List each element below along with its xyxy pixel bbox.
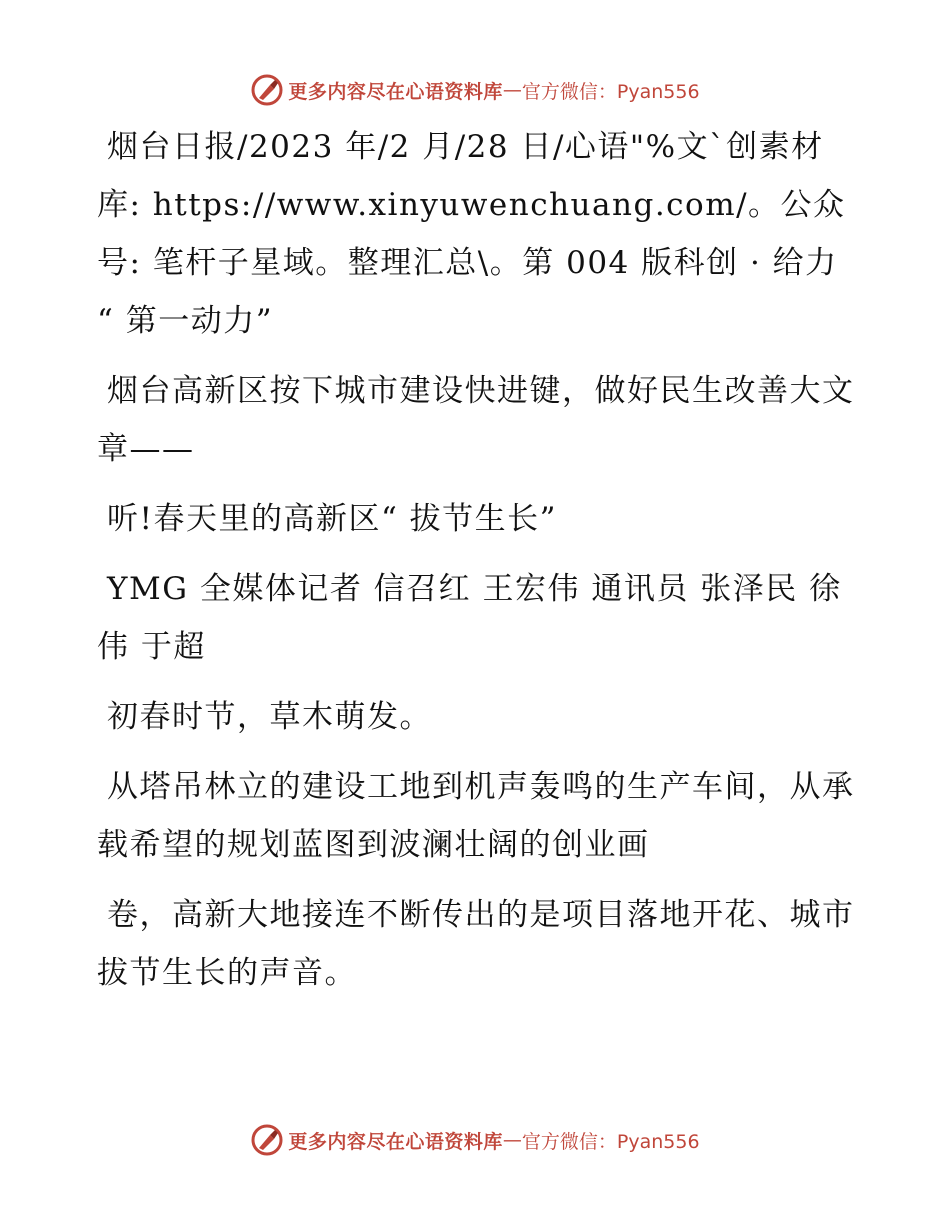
banner-separator: — — [502, 79, 522, 101]
paragraph-body: 初春时节，草木萌发。 — [107, 699, 432, 735]
paragraph-source-line: 烟台日报/2023 年/2 月/28 日/心语"%文`创素材库: https://www.xinyuwenchuang.com/。公众号: 笔杆子星域。整理汇总\。第 004 版科创 · 给力 “ 第一动力” — [97, 129, 846, 339]
banner-contact: 官方微信：Pyan556 — [521, 80, 700, 103]
paragraph-headline: 听!春天里的高新区“ 拔节生长” — [107, 501, 558, 537]
document-body — [97, 118, 857, 1014]
footer-banner — [0, 1120, 950, 1160]
pen-nib-logo-icon — [250, 1123, 284, 1157]
header-banner — [0, 70, 950, 110]
paragraph-headline-intro: 烟台高新区按下城市建设快进键，做好民生改善大文章—— — [97, 373, 855, 467]
banner-separator: — — [502, 1129, 522, 1151]
banner-title: 更多内容尽在心语资料库 — [288, 80, 503, 103]
banner-contact: 官方微信：Pyan556 — [521, 1130, 700, 1153]
banner-title: 更多内容尽在心语资料库 — [288, 1130, 503, 1153]
paragraph-body: 卷，高新大地接连不断传出的是项目落地开花、城市拔节生长的声音。 — [97, 897, 855, 991]
paragraph-body: 从塔吊林立的建设工地到机声轰鸣的生产车间，从承载希望的规划蓝图到波澜壮阔的创业画 — [97, 769, 855, 863]
paragraph-byline: YMG 全媒体记者 信召红 王宏伟 通讯员 张泽民 徐伟 于超 — [97, 571, 842, 665]
pen-nib-logo-icon — [250, 73, 284, 107]
